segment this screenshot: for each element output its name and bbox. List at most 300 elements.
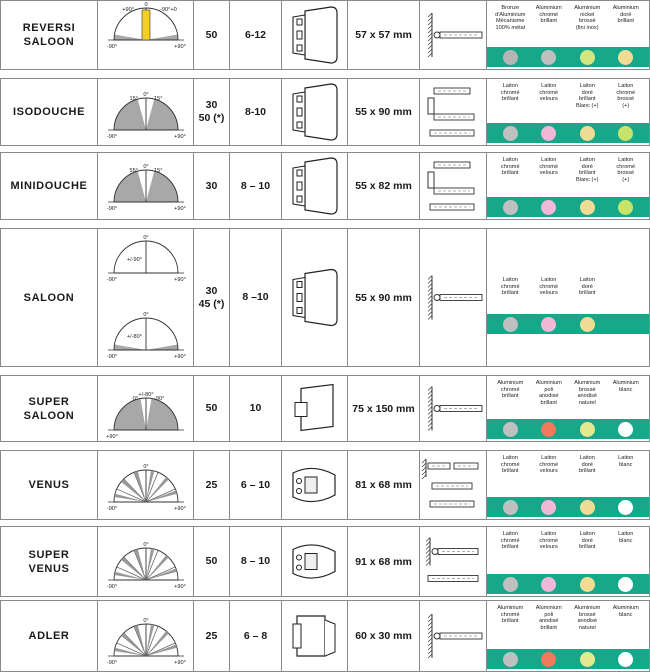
- finish-swatch-slot: [532, 317, 566, 332]
- finish-swatch[interactable]: [580, 317, 595, 332]
- finish-label-empty: [609, 277, 643, 297]
- finish-swatch-slot: [570, 50, 604, 65]
- angle-cell: [98, 601, 194, 671]
- finish-label-line: chromé: [616, 163, 636, 170]
- finish-label-line: (+): [622, 102, 630, 109]
- finish-labels: [487, 5, 649, 31]
- finish-label: [532, 531, 566, 551]
- finish-swatch[interactable]: [541, 422, 556, 437]
- finish-swatch[interactable]: [503, 577, 518, 592]
- product-name: [29, 548, 70, 576]
- finish-label-line: brillant: [502, 290, 519, 297]
- finish-label: [609, 380, 643, 406]
- finish-label-line: velours: [539, 468, 558, 475]
- finish-swatch[interactable]: [580, 500, 595, 515]
- product-name-line: SALOON: [23, 409, 75, 422]
- product-image-cell: [282, 229, 348, 366]
- angle-label-left-top: 0°: [132, 396, 138, 402]
- finish-labels: [487, 605, 649, 631]
- finish-color-bar: [487, 419, 649, 439]
- product-name: [29, 629, 70, 643]
- angle-label-right: +90°: [174, 354, 186, 360]
- finish-label-line: Aluminium: [612, 5, 639, 11]
- finish-labels: [487, 83, 649, 109]
- finish-label: [493, 531, 527, 551]
- angle-cell: [98, 1, 194, 69]
- finishes-cell: [487, 79, 649, 145]
- finish-swatch-slot: [493, 652, 527, 667]
- dimensions-value: 91 x 68 mm: [355, 555, 412, 568]
- product-name-line: SUPER: [28, 548, 70, 561]
- finish-label: [570, 455, 604, 475]
- finish-label-line: chromé: [500, 461, 520, 468]
- glass-thickness: 8-10: [244, 105, 266, 118]
- finish-swatch-slot: [493, 126, 527, 141]
- finish-swatch-slot: [570, 577, 604, 592]
- finish-label-line: Aluminium: [574, 5, 601, 11]
- finish-swatch-slot: [532, 652, 566, 667]
- finish-swatch[interactable]: [580, 652, 595, 667]
- finish-label: [570, 277, 604, 297]
- angle-label-left-top: 15°: [129, 96, 138, 102]
- angle-label-range: +/-80°: [126, 334, 142, 340]
- finish-swatch[interactable]: [541, 500, 556, 515]
- mount-cell: [420, 451, 487, 519]
- product-name: [24, 291, 75, 305]
- angle-label-right-top: 15°: [154, 96, 163, 102]
- thickness-cell: [230, 376, 282, 441]
- quantity-value: [206, 555, 218, 568]
- finish-label-line: Laiton: [541, 277, 557, 283]
- finish-label-line: chromé: [539, 537, 559, 544]
- product-image-cell: [282, 1, 348, 69]
- finish-label-line: Laiton: [579, 531, 595, 537]
- finish-swatch-slot: [532, 422, 566, 437]
- finish-swatch[interactable]: [503, 200, 518, 215]
- quantity-line: 30: [205, 179, 218, 192]
- finish-swatch[interactable]: [580, 50, 595, 65]
- product-row: [0, 450, 650, 520]
- mount-cell: [420, 79, 487, 145]
- wall-mount-icon: [420, 0, 486, 70]
- finish-label-line: Aluminium: [612, 605, 639, 611]
- quantity-cell: [194, 601, 230, 671]
- product-image-cell: [282, 451, 348, 519]
- finish-label-line: Laiton: [618, 83, 634, 89]
- mount-cell: [420, 527, 487, 596]
- angle-label-top: 0°: [143, 235, 149, 241]
- finish-label-line: chromé: [539, 461, 559, 468]
- wall-mount-icon: [420, 600, 486, 672]
- finish-color-bar: [487, 47, 649, 67]
- glass-thickness: 10: [249, 402, 262, 414]
- finish-swatch[interactable]: [541, 577, 556, 592]
- finish-swatch-slot: [493, 422, 527, 437]
- finish-swatch-slot: [493, 577, 527, 592]
- quantity-line: 30: [205, 284, 218, 297]
- angle-cell: [98, 79, 194, 145]
- finish-label: [609, 531, 643, 551]
- finish-label-line: Bronze: [501, 5, 520, 11]
- finish-swatch-slot: [570, 652, 604, 667]
- finish-swatch-slot: [493, 500, 527, 515]
- product-row: [0, 375, 650, 442]
- finishes-cell: [487, 153, 649, 219]
- product-row: [0, 228, 650, 367]
- isodouche-hinge-icon: [283, 78, 347, 146]
- saloon-swing-diagram: [98, 228, 193, 367]
- finish-color-bar: [487, 123, 649, 143]
- dimensions-value: 55 x 82 mm: [355, 180, 412, 192]
- finishes-cell: [487, 451, 649, 519]
- finish-swatch[interactable]: [503, 500, 518, 515]
- finish-swatch[interactable]: [618, 422, 633, 437]
- finish-swatch-slot: [570, 200, 604, 215]
- product-row: [0, 78, 650, 146]
- venus-swing-diagram: [98, 450, 193, 520]
- finish-labels: [487, 157, 649, 183]
- finish-label: [570, 83, 604, 109]
- thickness-cell: [230, 79, 282, 145]
- finish-swatch[interactable]: [580, 577, 595, 592]
- product-name: [29, 478, 70, 492]
- finish-label: [493, 380, 527, 406]
- finish-label-line: chromé: [500, 283, 520, 290]
- finish-label-line: brillant: [540, 624, 557, 631]
- finish-swatch-slot: [609, 200, 643, 215]
- quantity-line: 45 (*): [198, 297, 225, 310]
- quantity-cell: [194, 153, 230, 219]
- finish-swatch[interactable]: [503, 317, 518, 332]
- finish-label: [532, 157, 566, 183]
- finish-label-line: blanc: [619, 537, 633, 544]
- finish-swatch[interactable]: [618, 200, 633, 215]
- product-name-line: SALOON: [23, 36, 75, 48]
- quantity-cell: [194, 1, 230, 69]
- finish-label-line: brossé: [617, 96, 635, 103]
- product-name-cell: [1, 1, 98, 69]
- quantity-line: 50: [205, 28, 218, 41]
- quantity-value: [206, 29, 218, 42]
- finish-label-line: chromé: [616, 89, 636, 96]
- finish-labels: [487, 380, 649, 406]
- finish-label-line: chromé: [500, 163, 520, 170]
- finish-swatch[interactable]: [503, 50, 518, 65]
- finish-label-line: chromé: [500, 386, 520, 393]
- finish-label-line: chromé: [539, 89, 559, 96]
- swing-arc: [108, 98, 184, 130]
- finish-swatch[interactable]: [618, 50, 633, 65]
- finish-label-line: brossé: [578, 18, 596, 25]
- finish-swatch[interactable]: [580, 422, 595, 437]
- finish-label-line: Aluminium: [574, 380, 601, 386]
- reversi-hinge-icon: [283, 0, 347, 70]
- angle-label-range: +/-90°: [126, 257, 142, 263]
- product-image-cell: [282, 376, 348, 441]
- finish-label-line: chromé: [500, 537, 520, 544]
- adler-swing-diagram: [98, 600, 193, 672]
- product-name-cell: [1, 376, 98, 441]
- finish-label: [493, 157, 527, 183]
- angle-label-top: 0°: [143, 464, 149, 470]
- finish-label: [493, 5, 527, 31]
- finish-label: [532, 380, 566, 406]
- finish-swatch-slot: [532, 577, 566, 592]
- angle-label-left: -90°: [106, 277, 118, 283]
- angle-cell: [98, 229, 194, 366]
- quantity-value: [199, 285, 225, 311]
- finish-labels: [487, 531, 649, 551]
- finish-label-line: nickel: [580, 11, 595, 18]
- wall-mount-icon: [420, 375, 486, 442]
- swing-arc: [108, 470, 184, 502]
- dimensions-value: 55 x 90 mm: [355, 291, 412, 304]
- finish-swatch-slot: [532, 200, 566, 215]
- angle-label-left: -90°: [106, 44, 118, 50]
- angle-label-right: +90°: [174, 584, 186, 590]
- dimensions-value: 75 x 150 mm: [352, 402, 415, 415]
- angle-label-top: 0: [144, 2, 148, 8]
- finish-labels: [487, 455, 649, 475]
- finish-label-line: naturel: [578, 399, 596, 406]
- product-name: [13, 105, 85, 119]
- finishes-cell: [487, 376, 649, 441]
- quantity-cell: [194, 376, 230, 441]
- finish-label-line: chromé: [539, 283, 559, 290]
- swing-arc: [108, 170, 184, 202]
- minidouche-swing-diagram: [98, 152, 193, 220]
- finish-label-line: doré: [581, 89, 593, 96]
- dimensions-cell: [348, 601, 420, 671]
- dimensions-value: 60 x 30 mm: [355, 630, 412, 642]
- quantity-value: [206, 479, 218, 492]
- finish-label-line: d'Aluminium: [495, 11, 526, 18]
- finish-swatch[interactable]: [541, 50, 556, 65]
- thickness-cell: [230, 229, 282, 366]
- finish-label-line: poli: [544, 611, 554, 618]
- thickness-cell: [230, 527, 282, 596]
- quantity-value: [206, 402, 218, 415]
- finish-label: [570, 5, 604, 31]
- finish-label-line: anodisé: [577, 393, 598, 400]
- finish-swatch-slot: [609, 577, 643, 592]
- angle-label-left-top: 55°: [129, 168, 138, 174]
- quantity-value: [206, 180, 218, 193]
- finish-label-line: Aluminium: [497, 605, 524, 611]
- finish-label-line: doré: [581, 163, 593, 170]
- glass-thickness: 8 – 10: [240, 179, 271, 192]
- finishes-cell: [487, 1, 649, 69]
- finish-color-bar: [487, 574, 649, 594]
- swing-arc: [108, 318, 184, 350]
- product-name-line: ISODOUCHE: [12, 106, 86, 118]
- finish-label-line: brillant: [579, 544, 596, 551]
- angle-label-left: +90°: [106, 434, 118, 440]
- angle-label-top: 0°: [143, 92, 149, 98]
- finish-swatch-slot: [532, 500, 566, 515]
- finish-swatch-slot: [609, 500, 643, 515]
- finish-swatch-slot: [532, 126, 566, 141]
- angle-label-plus: +90°: [122, 7, 134, 13]
- angle-cell: [98, 451, 194, 519]
- product-name: [23, 21, 76, 49]
- finish-label: [609, 5, 643, 31]
- angle-label-left: -90°: [106, 206, 118, 212]
- quantity-cell: [194, 79, 230, 145]
- finish-label-line: chromé: [539, 11, 559, 18]
- product-row: [0, 600, 650, 672]
- glass-to-glass-mount-icon: [420, 78, 486, 146]
- finish-label-line: brillant: [502, 96, 519, 103]
- finish-label-line: velours: [539, 290, 558, 297]
- finish-label-line: naturel: [578, 624, 596, 631]
- finish-label-line: Aluminium: [574, 605, 601, 611]
- finish-label-line: brillant: [502, 393, 519, 400]
- product-image-cell: [282, 527, 348, 596]
- angle-label-top: 0°: [143, 164, 149, 170]
- finish-label-line: doré: [581, 461, 593, 468]
- finish-swatch-slot: [609, 652, 643, 667]
- finish-swatch[interactable]: [618, 126, 633, 141]
- finish-label: [493, 605, 527, 631]
- finish-label-line: Laiton: [579, 83, 595, 89]
- thickness-cell: [230, 1, 282, 69]
- angle-label-right-top: -90°: [154, 396, 165, 402]
- finish-swatch-slot: [493, 317, 527, 332]
- quantity-cell: [194, 527, 230, 596]
- finish-swatch[interactable]: [618, 500, 633, 515]
- angle-label-top: 0°: [143, 618, 149, 624]
- finish-labels: [487, 277, 649, 297]
- finish-swatch-slot: [609, 422, 643, 437]
- quantity-line: 50: [205, 555, 218, 567]
- angle-label-right: +90°: [174, 277, 186, 283]
- quantity-value: [199, 99, 225, 125]
- super-venus-hinge-icon: [283, 526, 347, 597]
- finish-label: [570, 531, 604, 551]
- angle-cell: [98, 153, 194, 219]
- isodouche-swing-diagram: [98, 78, 193, 146]
- angle-label-right: +90°: [174, 44, 186, 50]
- glass-to-glass-mount-icon: [420, 152, 486, 220]
- finish-label-line: velours: [539, 96, 558, 103]
- finish-label-line: brossé: [617, 170, 635, 177]
- finish-label-line: brillant: [502, 544, 519, 551]
- finish-swatch-slot: [493, 50, 527, 65]
- finish-swatch[interactable]: [580, 126, 595, 141]
- finish-label-line: Laiton: [579, 277, 595, 283]
- mount-cell: [420, 1, 487, 69]
- finish-label-line: Laiton: [502, 531, 518, 537]
- finish-label-line: doré: [620, 11, 632, 18]
- finish-swatch[interactable]: [541, 317, 556, 332]
- finish-swatch[interactable]: [541, 200, 556, 215]
- product-name: [24, 395, 75, 423]
- finish-swatch[interactable]: [580, 200, 595, 215]
- product-image-cell: [282, 601, 348, 671]
- glass-thickness: 8 – 10: [240, 555, 271, 567]
- finish-label-line: Aluminium: [497, 380, 524, 386]
- product-name-cell: [1, 451, 98, 519]
- finish-color-bar: [487, 197, 649, 217]
- finish-label-line: Blanc (+): [575, 176, 599, 183]
- finish-swatch-slot: [570, 500, 604, 515]
- finish-swatch[interactable]: [503, 422, 518, 437]
- quantity-value: [206, 630, 218, 643]
- dimensions-value: 55 x 90 mm: [355, 106, 412, 118]
- finishes-cell: [487, 229, 649, 366]
- finish-label-line: Laiton: [618, 157, 634, 163]
- finish-label-line: Laiton: [541, 157, 557, 163]
- adler-hinge-icon: [283, 600, 347, 672]
- quantity-cell: [194, 451, 230, 519]
- angle-label-top: +/-80°: [138, 392, 154, 398]
- angle-label-top: 0°: [143, 312, 149, 318]
- finish-label: [609, 83, 643, 109]
- finish-label-line: Laiton: [502, 83, 518, 89]
- product-row: [0, 526, 650, 597]
- finish-label-line: Laiton: [502, 277, 518, 283]
- finish-swatch[interactable]: [618, 652, 633, 667]
- product-name-line: VENUS: [28, 479, 70, 491]
- product-row: [0, 152, 650, 220]
- product-name-cell: [1, 79, 98, 145]
- finish-label: [493, 83, 527, 109]
- super-venus-swing-diagram: [98, 526, 193, 597]
- reversi-swing-diagram: [98, 0, 193, 70]
- quantity-line: 25: [205, 478, 218, 491]
- finish-label: [609, 455, 643, 475]
- finish-swatch[interactable]: [541, 126, 556, 141]
- finish-label-line: brillant: [540, 18, 557, 25]
- mount-cell: [420, 229, 487, 366]
- finish-label: [493, 455, 527, 475]
- finish-label-line: Laiton: [618, 455, 634, 461]
- swing-arc: [108, 398, 184, 430]
- finish-label-line: brossé: [578, 386, 596, 393]
- finish-label: [532, 605, 566, 631]
- finish-label-line: chromé: [500, 89, 520, 96]
- glass-thickness: 6 – 10: [240, 478, 271, 491]
- finish-label-line: brillant: [617, 18, 634, 25]
- quantity-line: 30: [205, 99, 218, 111]
- angle-label-left: -90°: [106, 354, 118, 360]
- product-row: [0, 0, 650, 70]
- dimensions-cell: [348, 229, 420, 366]
- finish-label: [532, 5, 566, 31]
- minidouche-hinge-icon: [283, 152, 347, 220]
- finish-label-line: velours: [539, 544, 558, 551]
- product-image-cell: [282, 79, 348, 145]
- finish-swatch-slot: [570, 126, 604, 141]
- finish-label: [532, 277, 566, 297]
- finish-swatch[interactable]: [503, 126, 518, 141]
- finish-label-line: chromé: [500, 611, 520, 618]
- saloon-hinge-icon: [283, 228, 347, 367]
- finish-label-line: anodisé: [538, 393, 559, 400]
- quantity-cell: [194, 229, 230, 366]
- finish-swatch[interactable]: [618, 577, 633, 592]
- finish-label-line: Laiton: [541, 455, 557, 461]
- finish-label-line: blanc: [619, 386, 633, 393]
- finish-label-line: Laiton: [502, 455, 518, 461]
- finish-label-line: blanc: [619, 461, 633, 468]
- finish-swatch-slot: [609, 126, 643, 141]
- finish-label-line: brillant: [579, 170, 596, 177]
- product-name-line: SALOON: [23, 291, 75, 304]
- finish-swatch[interactable]: [541, 652, 556, 667]
- finish-swatch[interactable]: [503, 652, 518, 667]
